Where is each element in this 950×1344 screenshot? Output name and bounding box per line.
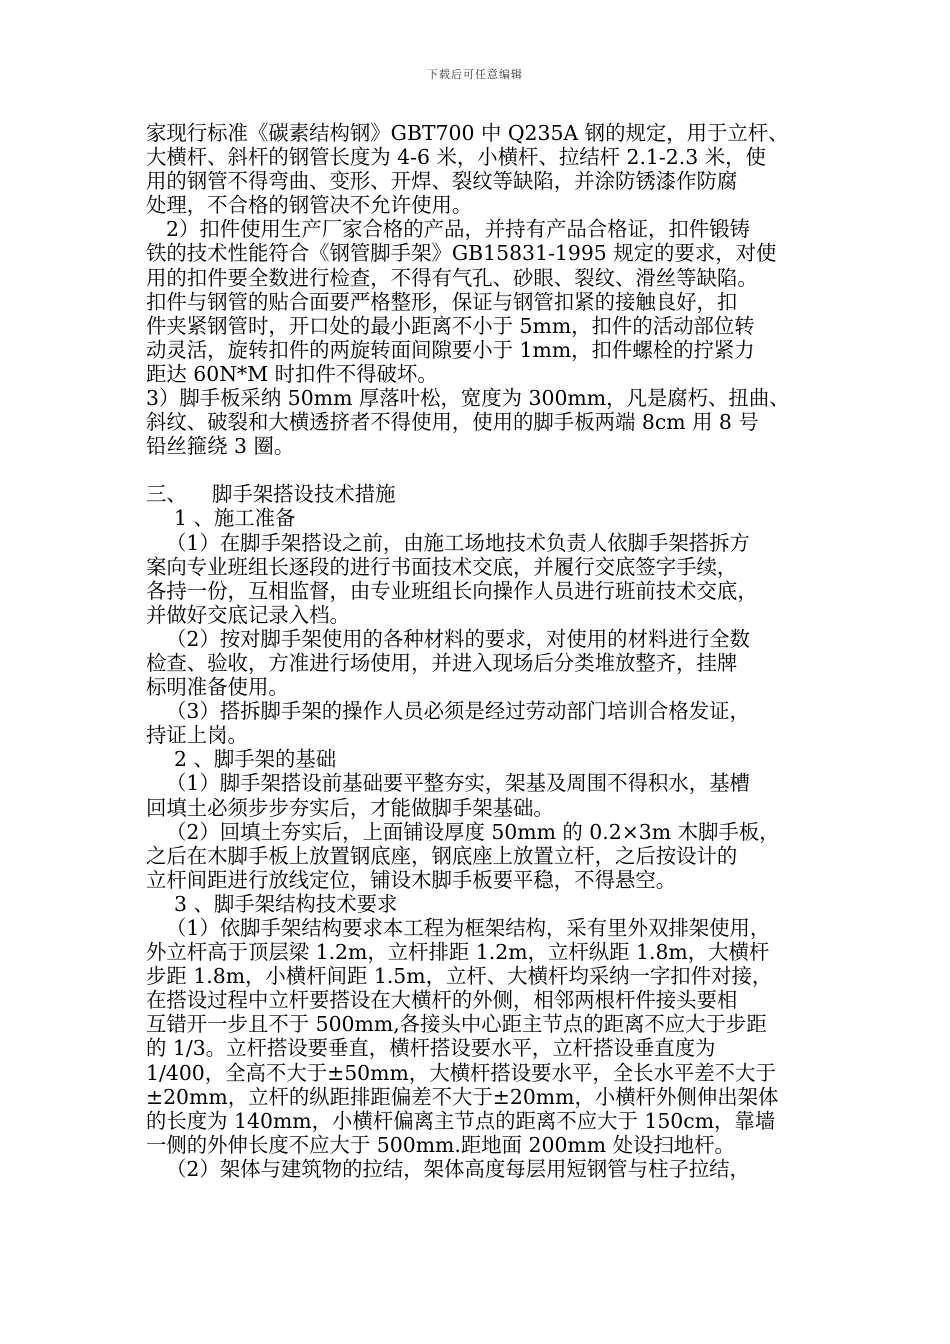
section-number: 三、	[146, 482, 187, 507]
text-line: （3）搭拆脚手架的操作人员必须是经过劳动部门培训合格发证，	[166, 699, 750, 724]
text-line: （2）架体与建筑物的拉结，架体高度每层用短钢管与柱子拉结，	[166, 1156, 750, 1181]
text-line: 立杆间距进行放线定位，铺设木脚手板要平稳，不得悬空。	[146, 867, 677, 892]
text-line: 并做好交底记录入档。	[146, 602, 350, 627]
subsection-heading: 1 、施工准备	[174, 506, 296, 531]
text-line: 扣件与钢管的贴合面要严格整形，保证与钢管扣紧的接触良好，扣	[146, 289, 738, 314]
text-line: ±20mm，立杆的纵距排距偏差不大于±20mm，小横杆外侧伸出架体	[146, 1084, 779, 1109]
list-item	[146, 699, 818, 747]
list-item	[146, 627, 818, 699]
document-body	[146, 121, 818, 1181]
text-line: 斜纹、破裂和大横透挤者不得使用，使用的脚手板两端 8cm 用 8 号	[146, 410, 759, 435]
section-title: 脚手架搭设技术措施	[212, 482, 396, 507]
list-item	[146, 771, 818, 819]
list-item	[146, 820, 818, 892]
paragraph-steel-pipe	[146, 121, 818, 217]
paragraph-scaffold-board	[146, 386, 818, 458]
text-line: 在搭设过程中立杆要搭设在大横杆的外侧，相邻两根杆件接头要相	[146, 988, 738, 1013]
text-line: 一侧的外伸长度不应大于 500mm.距地面 200mm 处设扫地杆。	[146, 1132, 735, 1157]
text-line: 各持一份，互相监督，由专业班组长向操作人员进行班前技术交底，	[146, 578, 758, 603]
text-line: 2）扣件使用生产厂家合格的产品，并持有产品合格证，扣件锻铸	[166, 217, 750, 242]
text-line: 用的扣件要全数进行检查，不得有气孔、砂眼、裂纹、滑丝等缺陷。	[146, 265, 758, 290]
text-line: 铁的技术性能符合《钢管脚手架》GB15831-1995 规定的要求，对使	[146, 241, 777, 266]
text-line: 处理，不合格的钢管决不允许使用。	[146, 193, 473, 218]
text-line: 用的钢管不得弯曲、变形、开焊、裂纹等缺陷，并涂防锈漆作防腐	[146, 169, 738, 194]
text-line: 的长度为 140mm，小横杆偏离主节点的距离不应大于 150cm，靠墙	[146, 1108, 776, 1133]
list-item	[146, 916, 818, 1157]
text-line: 回填土必须步步夯实后，才能做脚手架基础。	[146, 795, 554, 820]
paragraph-fasteners	[146, 217, 818, 386]
text-line: 动灵活，旋转扣件的两旋转面间隙要小于 1mm，扣件螺栓的拧紧力	[146, 337, 755, 362]
text-line: 互错开一步且不于 500mm,各接头中心距主节点的距离不应大于步距	[146, 1012, 767, 1037]
text-line: （1）脚手架搭设前基础要平整夯实，架基及周围不得积水，基槽	[166, 771, 750, 796]
text-line: （2）回填土夯实后，上面铺设厚度 50mm 的 0.2×3m 木脚手板，	[166, 819, 780, 844]
text-line: 3）脚手板采纳 50mm 厚落叶松，宽度为 300mm，凡是腐朽、扭曲、	[146, 386, 790, 411]
text-line: 标明准备使用。	[146, 675, 289, 700]
text-line: 铅丝箍绕 3 圈。	[146, 434, 295, 459]
list-item	[146, 1157, 818, 1181]
page-header: 下载后可任意编辑	[427, 68, 523, 81]
text-line: （2）按对脚手架使用的各种材料的要求，对使用的材料进行全数	[166, 626, 750, 651]
text-line: 的 1/3。立杆搭设要垂直，横杆搭设要水平，立杆搭设垂直度为	[146, 1036, 716, 1061]
subsection-heading: 2 、脚手架的基础	[174, 747, 337, 772]
text-line: 外立杆高于顶层梁 1.2m，立杆排距 1.2m，立杆纵距 1.8m，大横杆	[146, 940, 770, 965]
list-item	[146, 531, 818, 627]
text-line: 1/400，全高不大于±50mm，大横杆搭设要水平，全长水平差不大于	[146, 1060, 776, 1085]
section-heading	[146, 482, 818, 506]
text-line: 持证上岗。	[146, 723, 248, 748]
text-line: 检查、验收，方准进行场使用，并进入现场后分类堆放整齐，挂牌	[146, 650, 738, 675]
text-line: 家现行标准《碳素结构钢》GBT700 中 Q235A 钢的规定，用于立杆、	[146, 121, 789, 145]
text-line: 案向专业班组长逐段的进行书面技术交底，并履行交底签字手续，	[146, 554, 738, 579]
text-line: （1）在脚手架搭设之前，由施工场地技术负责人依脚手架搭拆方	[166, 530, 750, 555]
text-line: （1）依脚手架结构要求本工程为框架结构，采有里外双排架使用，	[166, 916, 771, 940]
text-line: 大横杆、斜杆的钢管长度为 4-6 米，小横杆、拉结杆 2.1-2.3 米，使	[146, 145, 766, 170]
subsection-heading: 3 、脚手架结构技术要求	[174, 891, 398, 916]
text-line: 步距 1.8m，小横杆间距 1.5m，立杆、大横杆均采纳一字扣件对接，	[146, 964, 773, 989]
text-line: 件夹紧钢管时，开口处的最小距离不小于 5mm，扣件的活动部位转	[146, 313, 755, 338]
text-line: 之后在木脚手板上放置钢底座，钢底座上放置立杆，之后按设计的	[146, 843, 738, 868]
text-line: 距达 60N*M 时扣件不得破坏。	[146, 361, 438, 386]
